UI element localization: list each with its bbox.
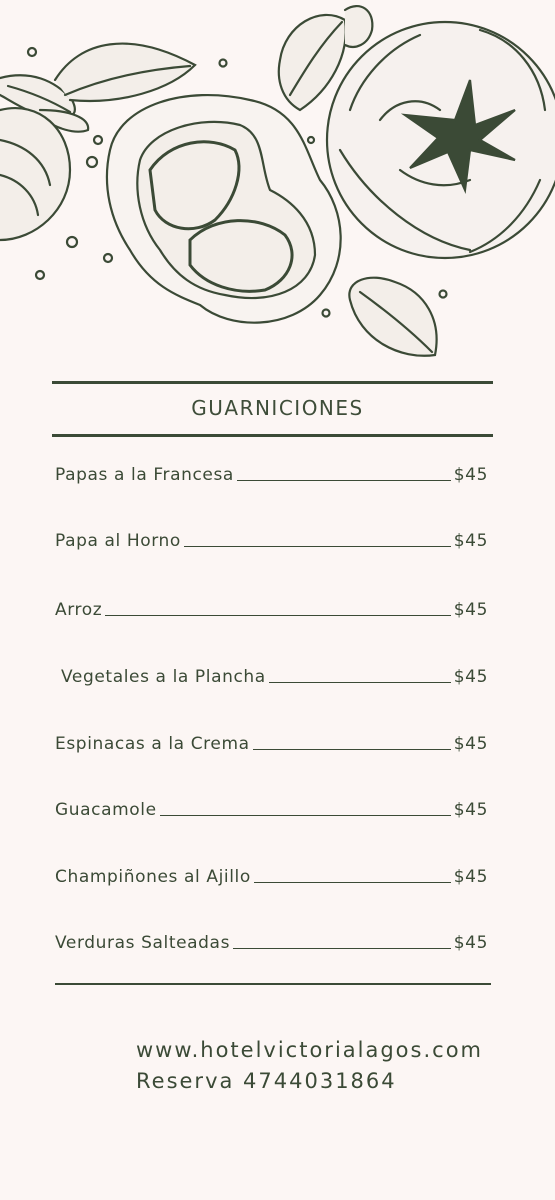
menu-item-name: Arroz xyxy=(55,600,103,620)
menu-item-price: $45 xyxy=(453,800,488,820)
menu-item-name: Verduras Salteadas xyxy=(55,933,231,953)
leader-line xyxy=(233,947,451,949)
header-bottom-rule xyxy=(52,434,493,437)
tomato-basil-illustration xyxy=(0,0,555,370)
menu-item-price: $45 xyxy=(453,600,488,620)
leader-line xyxy=(184,545,451,547)
section-title: GUARNICIONES xyxy=(191,396,364,420)
menu-item-price: $45 xyxy=(453,734,488,754)
footer xyxy=(136,1035,483,1097)
menu-item xyxy=(55,857,488,887)
leader-line xyxy=(237,479,451,481)
reservation-phone: Reserva 4744031864 xyxy=(136,1069,397,1093)
menu-item xyxy=(55,724,488,754)
menu-item-name: Champiñones al Ajillo xyxy=(55,867,251,887)
website-link[interactable]: www.hotelvictorialagos.com xyxy=(136,1038,483,1062)
menu-item-name: Papas a la Francesa xyxy=(55,465,234,485)
menu-item-price: $45 xyxy=(453,531,488,551)
menu-item-name: Espinacas a la Crema xyxy=(55,734,250,754)
menu-item xyxy=(55,657,488,687)
leader-line xyxy=(269,681,451,683)
menu-item-name: Papa al Horno xyxy=(55,531,181,551)
leader-line xyxy=(160,814,451,816)
leader-line xyxy=(253,748,451,750)
menu-item-price: $45 xyxy=(453,667,488,687)
menu-item xyxy=(55,521,488,551)
footer-rule xyxy=(55,983,491,985)
leader-line xyxy=(254,881,451,883)
menu-item-name: Vegetales a la Plancha xyxy=(55,667,266,687)
menu-item-name: Guacamole xyxy=(55,800,157,820)
menu-item-price: $45 xyxy=(453,465,488,485)
menu-item xyxy=(55,455,488,485)
header-top-rule xyxy=(52,381,493,384)
menu-item xyxy=(55,590,488,620)
leader-line xyxy=(105,614,450,616)
menu-item-price: $45 xyxy=(453,867,488,887)
menu-item xyxy=(55,790,488,820)
menu-item-price: $45 xyxy=(453,933,488,953)
menu-item xyxy=(55,923,488,953)
